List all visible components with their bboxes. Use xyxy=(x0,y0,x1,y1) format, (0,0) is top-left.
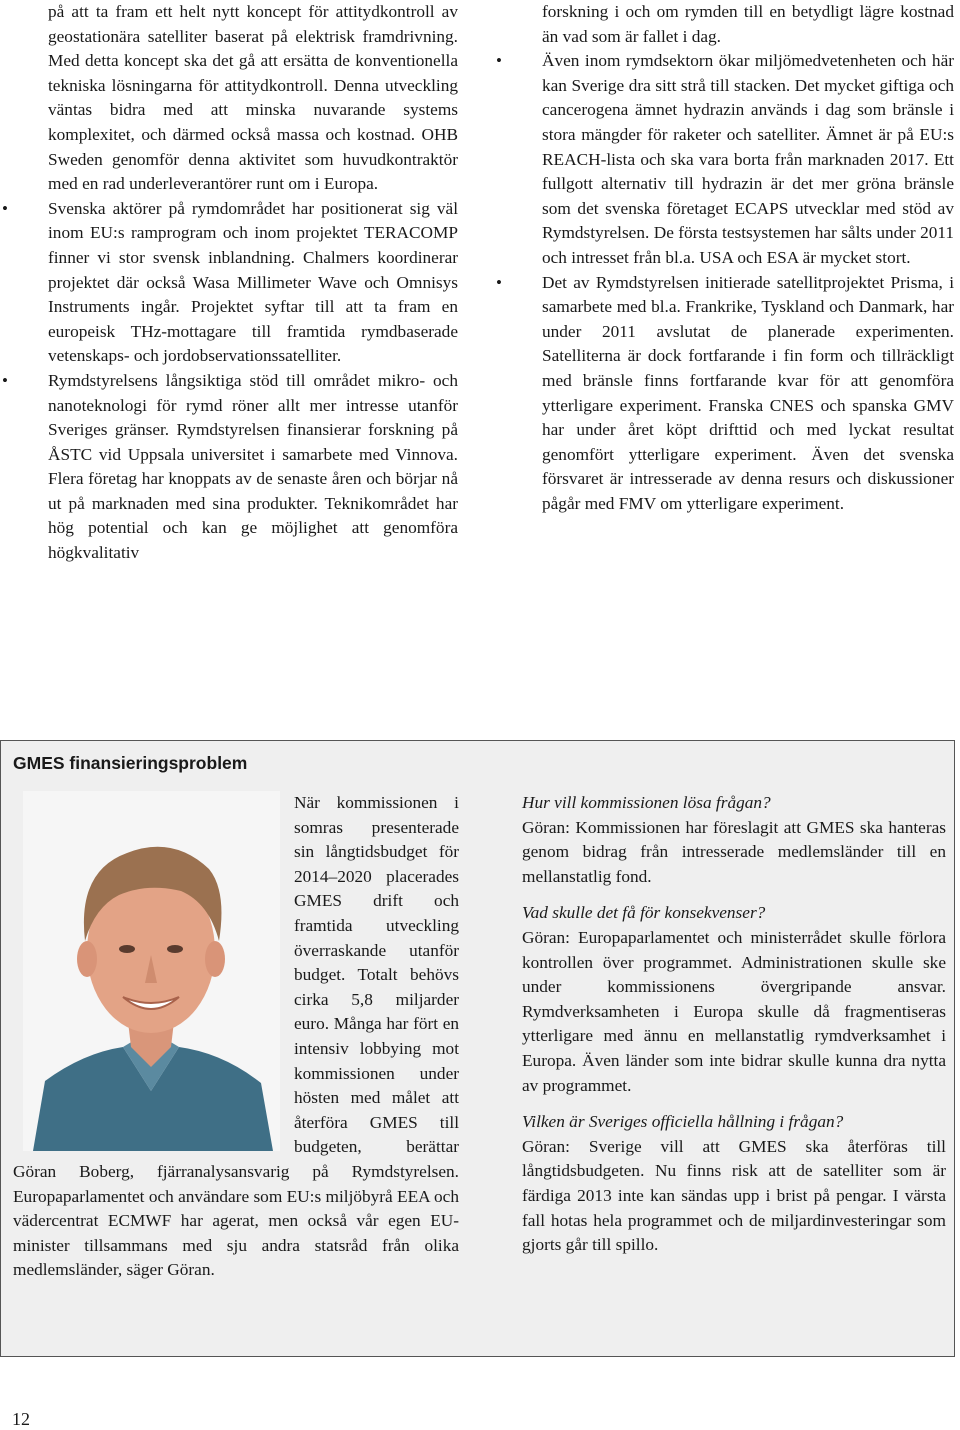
left-bullet-teracomp: • Svenska aktörer på rymdområdet har positionerat sig väl inom EU:s ramprogram och inom projektet TERACOMP finner vi stor svensk inblandning. Chalmers koordinerar projektet där också Wasa Millimeter Wave och Omnisys Instruments ingår. Projektet syftar till att ta fram en europeisk THz-mottagare till framtida rymdbaserade vetenskaps- och jordobservationssatelliter. xyxy=(48,197,458,369)
qa-question: Vilken är Sveriges officiella hållning i frågan? xyxy=(522,1112,844,1132)
qa-item xyxy=(522,901,946,1098)
page-number: 12 xyxy=(12,1409,30,1429)
qa-answer: Göran: Kommissionen har föreslagit att GMES ska hanteras genom bidrag från intresserade medlemsländer till en mellanstatlig fond. xyxy=(522,817,946,886)
right-bullet-prisma: • Det av Rymdstyrelsen initierade satellitprojektet Prisma, i samarbete med bl.a. Frankrike, Tyskland och Danmark, har under 2011 avslutat de planerade experimenten. Satelliterna är dock fortfarande i fin form och tillräckligt med bränsle finns fortfarande kvar för att genomföra ytterligare experiment. Franska CNES och spanska GMV har under året köpt drifttid och med lyckat resultat genomfört ytterligare experiment. Även det svenska försvaret är intresserade av denna resurs och diskussioner pågår med FMV om ytterligare experiment. xyxy=(542,271,954,517)
goran-boberg-portrait xyxy=(23,791,280,1151)
left-column xyxy=(48,0,458,566)
qa-answer: Göran: Sverige vill att GMES ska återföras till långtidsbudgeten. Nu finns risk att de satelliter som är färdiga 2013 inte kan sändas upp i brist på pengar. I värsta fall hotas hela programmet och de miljardinvesteringar som gjorts går till spillo. xyxy=(522,1136,946,1255)
qa-item xyxy=(522,1110,946,1258)
right-column xyxy=(542,0,954,516)
left-bullet-mikro-nano: • Rymdstyrelsens långsiktiga stöd till området mikro- och nanoteknologi för rymd röner allt mer intresse utanför Sveriges gränser. Rymdstyrelsen finansierar forskning på ÅSTC vid Uppsala universitet i samarbete med Vinnova. Flera företag har knoppats av de senaste åren och börjar nå ut på marknaden med sina produkter. Teknikområdet har hög potential och kan ge möjlighet att genomföra högkvalitativ xyxy=(48,369,458,566)
gmes-qa-section xyxy=(522,791,946,1270)
qa-item xyxy=(522,791,946,889)
right-bullet-hydrazin: • Även inom rymdsektorn ökar miljömedvetenheten och här kan Sverige dra sitt strå till stacken. Det mycket giftiga och cancerogena ämnet hydrazin används i dag som bränsle i stora mängder för raketer och satelliter. Ämnet är på EU:s REACH-lista och ska vara borta från marknaden 2017. Ett fullgott alternativ till hydrazin är det mer gröna bränsle som det svenska företaget ECAPS utvecklar med stöd av Rymdstyrelsen. De första testsystemen har sålts under 2011 och intresset från bl.a. USA och ESA är mycket stort. xyxy=(542,49,954,270)
gmes-heading: GMES finansieringsproblem xyxy=(13,753,248,773)
right-continuation-paragraph: forskning i och om rymden till en betydligt lägre kostnad än vad som är fallet i dag. xyxy=(542,2,954,46)
qa-question: Vad skulle det få för konsekvenser? xyxy=(522,903,766,923)
left-intro-paragraph: på att ta fram ett helt nytt koncept för attitydkontroll av geostationära satelliter baserat på elektrisk framdrivning. Med detta koncept ska det gå att ersätta de konventionella tekniska lösningarna för attitydkontroll. Denna utveckling väntas bidra med att minska nuvarande systems komplexitet, och därmed också massa och kostnad. OHB Sweden genomför denna aktivitet som huvudkontraktör med en rad underleverantörer runt om i Europa. xyxy=(48,2,458,194)
gmes-sidebar-box xyxy=(0,740,955,1357)
gmes-intro-text: När kommissionen i somras presenterade sin långtidsbudget för 2014–2020 placerades GMES drift och framtida utveckling överraskande utanför budget. Totalt behövs cirka 5,8 miljarder euro. Många har fört en intensiv lobbying mot kommissionen under hösten med målet att återföra GMES till budgeten, berättar Göran Boberg, fjärranalysansvarig på Rymdstyrelsen. Europaparlamentet och användare som EU:s miljöbyrå EEA och vädercentrat ECMWF har agerat, men också vår egen EU-minister tillsammans med sju andra statsråd från olika medlemsländer, säger Göran. xyxy=(13,793,459,1280)
qa-answer: Göran: Europaparlamentet och ministerrådet skulle förlora kontrollen över programmet. Administrationen skulle ske under kommissionens övergripande ansvar. Rymdverksamheten i Europa skulle då fragmentiseras ytterligare med ännu en mellanstatlig rymdverksamhet i Europa. Även länder som inte bidrar skulle kunna dra nytta av programmet. xyxy=(522,927,946,1095)
qa-question: Hur vill kommissionen lösa frågan? xyxy=(522,793,771,812)
gmes-interview-intro xyxy=(13,791,459,1283)
